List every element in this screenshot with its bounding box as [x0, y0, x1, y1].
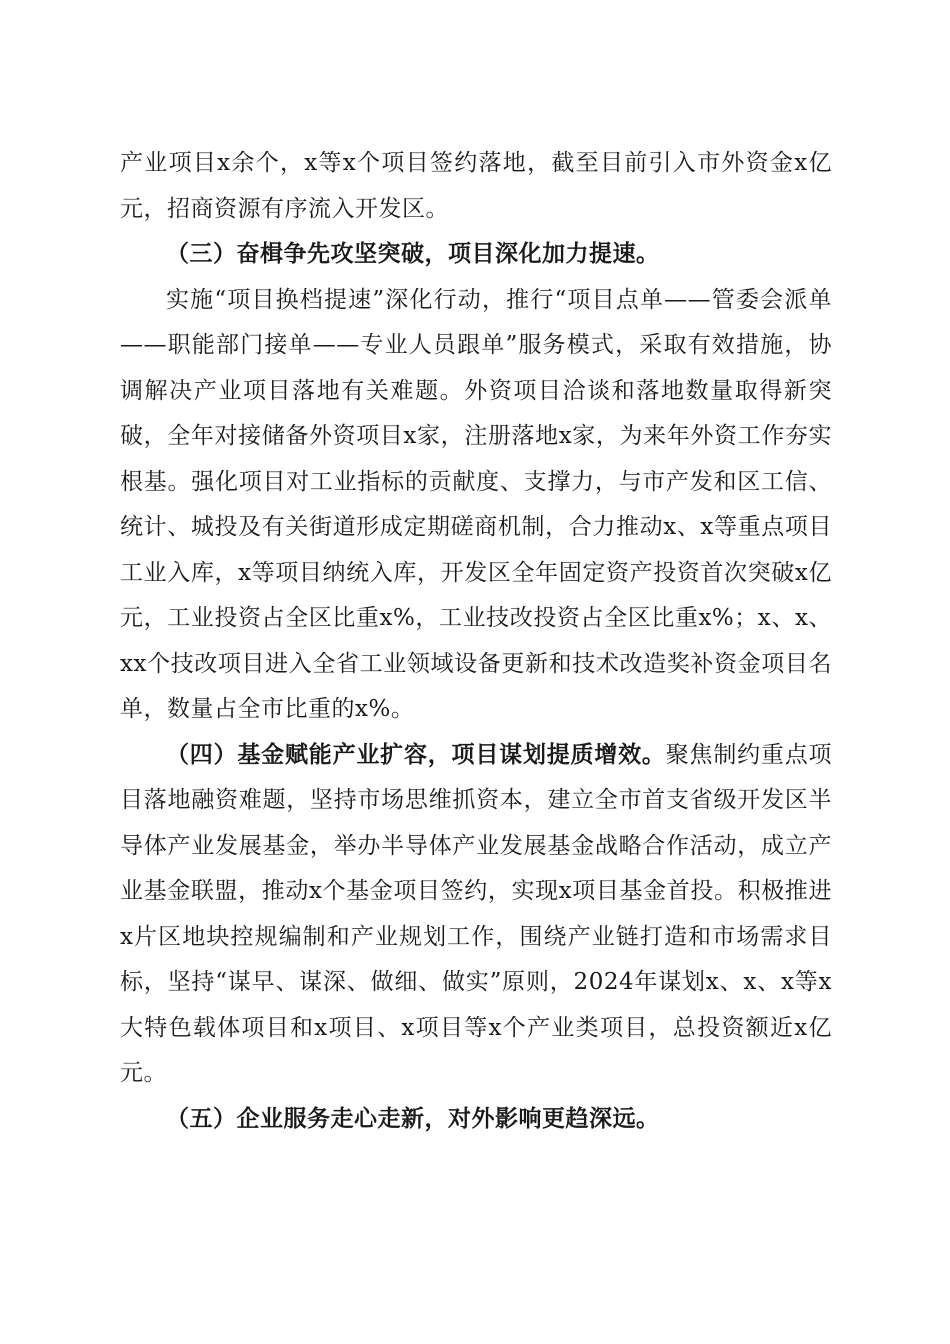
body-paragraph-2: 实施“项目换档提速”深化行动，推行“项目点单——管委会派单——职能部门接单——专业人员跟单”服务模式，采取有效措施，协调解决产业项目落地有关难题。外资项目洽谈和落地数量取得新突破，全年对接储备外资项目x家，注册落地x家，为来年外资工作夯实根基。强化项目对工业指标的贡献度、支撑力，与市产发和区工信、统计、城投及有关街道形成定期磋商机制，合力推动x、x等重点项目工业入库，x等项目纳统入库，开发区全年固定资产投资首次突破x亿元，工业投资占全区比重x%，工业技改投资占全区比重x%；x、x、xx个技改项目进入全省工业领域设备更新和技术改造奖补资金项目名单，数量占全市比重的x%。 [120, 286, 832, 722]
body-paragraph-1: 产业项目x余个，x等x个项目签约落地，截至目前引入市外资金x亿元，招商资源有序流入开发区。 [120, 150, 832, 222]
section-heading-3: （三）奋楫争先攻坚突破，项目深化加力提速。 [166, 241, 660, 267]
section-4-text: 聚焦制约重点项目落地融资难题，坚持市场思维抓资本，建立全市首支省级开发区半导体产业发展基金，举办半导体产业发展基金战略合作活动，成立产业基金联盟，推动x个基金项目签约，实现x项目基金首投。积极推进x片区地块控规编制和产业规划工作，围绕产业链打造和市场需求目标，坚持“谋早、谋深、做细、做实”原则，2024年谋划x、x、x等x大特色载体项目和x项目、x项目等x个产业类项目，总投资额近x亿元。 [120, 741, 833, 1086]
section-heading-5: （五）企业服务走心走新，对外影响更趋深远。 [166, 1105, 660, 1132]
body-paragraph-3 [120, 733, 832, 1097]
document-body [120, 141, 832, 1142]
section-heading-4: （四）基金赋能产业扩容，项目谋划提质增效。 [166, 741, 666, 768]
